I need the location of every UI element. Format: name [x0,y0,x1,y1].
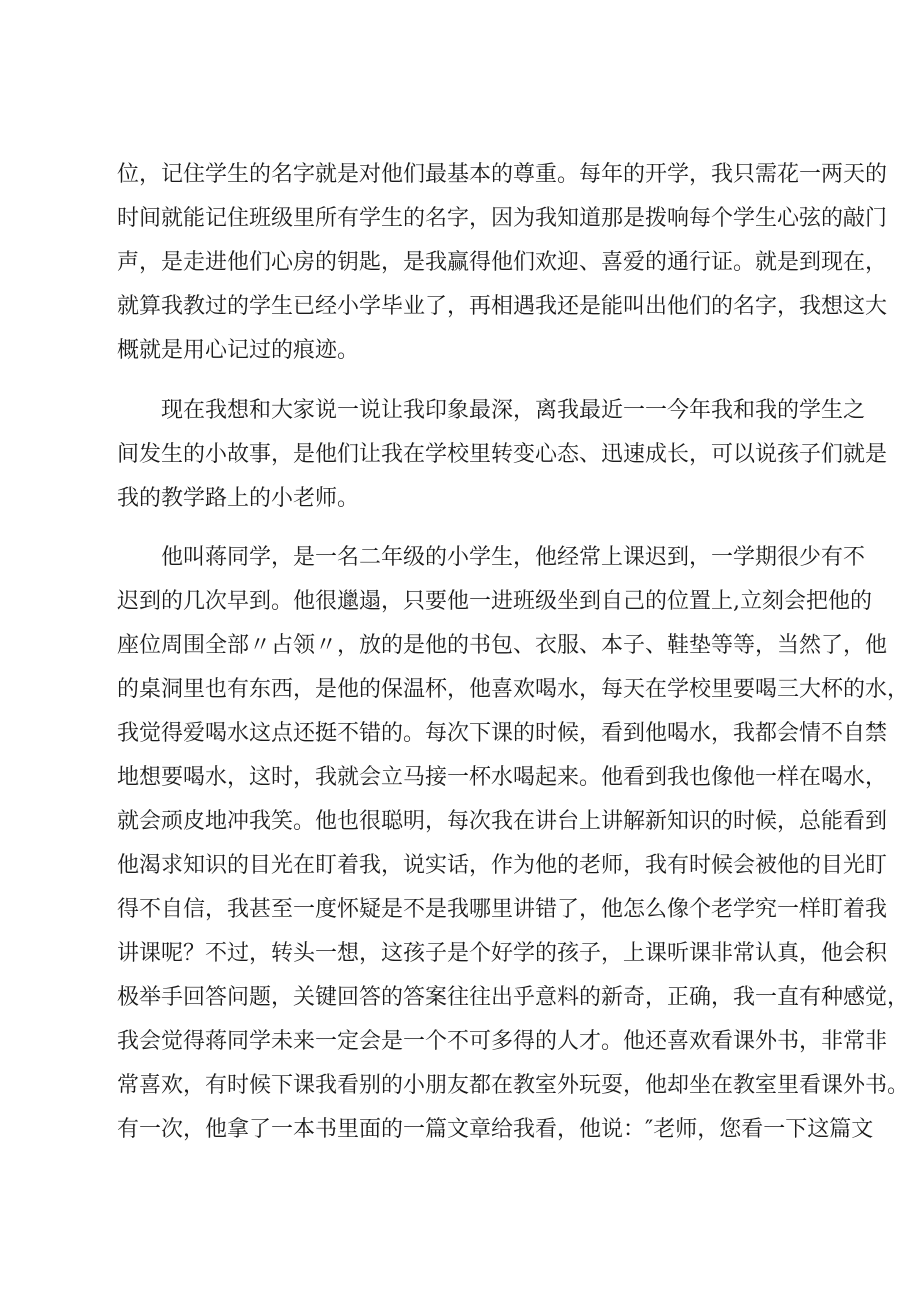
paragraph-2-line-3: 我的教学路上的小老师。 [117,486,360,511]
paragraph-1-line-5: 概就是用心记过的痕迹。 [117,338,360,363]
paragraph-3-line-5: 我觉得爱喝水这点还挺不错的。每次下课的时候，看到他喝水，我都会情不自禁 [117,721,888,746]
paragraph-2-line-1: 现在我想和大家说一说让我印象最深，离我最近一一今年我和我的学生之 [161,398,866,423]
paragraph-3-line-13: 常喜欢，有时候下课我看别的小朋友都在教室外玩耍，他却坐在教室里看课外书。 [117,1073,910,1098]
paragraph-1-line-3: 声，是走进他们心房的钥匙，是我赢得他们欢迎、喜爱的通行证。就是到现在， [117,250,888,275]
paragraph-3-line-10: 讲课呢？不过，转头一想，这孩子是个好学的孩子，上课听课非常认真，他会积 [117,941,888,966]
paragraph-2-line-2: 间发生的小故事，是他们让我在学校里转变心态、迅速成长，可以说孩子们就是 [117,442,888,467]
paragraph-3-line-9: 得不自信，我甚至一度怀疑是不是我哪里讲错了，他怎么像个老学究一样盯着我 [117,897,888,922]
paragraph-3-line-3: 座位周围全部〃占领〃，放的是他的书包、衣服、本子、鞋垫等等，当然了，他 [117,633,888,658]
paragraph-3-line-8: 他渴求知识的目光在盯着我，说实话，作为他的老师，我有时候会被他的目光盯 [117,853,888,878]
paragraph-1-line-2: 时间就能记住班级里所有学生的名字，因为我知道那是拨响每个学生心弦的敲门 [117,206,888,231]
paragraph-3-line-12: 我会觉得蒋同学未来一定会是一个不可多得的人才。他还喜欢看课外书，非常非 [117,1029,888,1054]
paragraph-1-line-1: 位，记住学生的名字就是对他们最基本的尊重。每年的开学，我只需花一两天的 [117,162,888,187]
paragraph-1-line-4: 就算我教过的学生已经小学毕业了，再相遇我还是能叫出他们的名字，我想这大 [117,294,888,319]
paragraph-3-line-2: 迟到的几次早到。他很邋遢，只要他一进班级坐到自己的位置上,立刻会把他的 [117,589,872,614]
paragraph-3-line-7: 就会顽皮地冲我笑。他也很聪明，每次我在讲台上讲解新知识的时候，总能看到 [117,809,888,834]
paragraph-3-line-6: 地想要喝水，这时，我就会立马接一杯水喝起来。他看到我也像他一样在喝水， [117,765,888,790]
paragraph-3-line-11: 极举手回答问题，关键回答的答案往往出乎意料的新奇，正确，我一直有种感觉， [117,985,910,1010]
paragraph-3-line-1: 他叫蒋同学，是一名二年级的小学生，他经常上课迟到，一学期很少有不 [161,545,866,570]
paragraph-3-line-4: 的桌洞里也有东西，是他的保温杯，他喜欢喝水，每天在学校里要喝三大杯的水， [117,677,910,702]
paragraph-3-line-14: 有一次，他拿了一本书里面的一篇文章给我看，他说：″老师，您看一下这篇文 [117,1117,874,1142]
